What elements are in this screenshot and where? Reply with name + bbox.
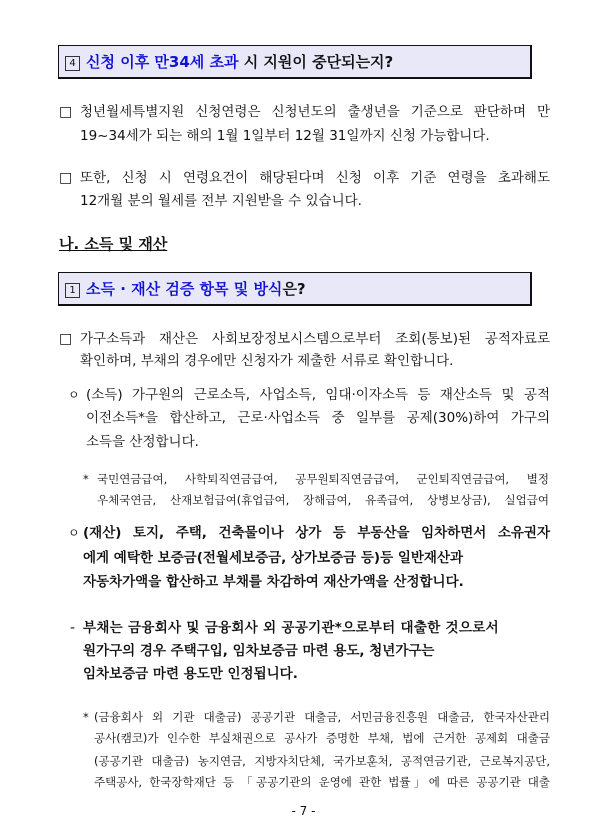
- note-asterisk: *: [83, 710, 89, 724]
- note-line: (금융회사 외 기관 대출금) 공공기관 대출금, 서민금융진흥원 대출금, 한국자산관리: [94, 710, 550, 724]
- paragraph-line: (재산) 토지, 주택, 건축물이나 상가 등 부동산을 임차하면서 소유권자: [83, 525, 550, 541]
- question-title-highlight: 소득 · 재산 검증 항목 및 방식: [86, 280, 283, 298]
- question-box-4: [58, 45, 532, 79]
- note-line: (공공기관 대출금) 농지연금, 지방자치단체, 국가보훈처, 공적연금기관, 근로복지공단,: [94, 754, 550, 768]
- paragraph-line: 원가구의 경우 주택구입, 임차보증금 마련 용도, 청년가구는: [83, 643, 435, 659]
- paragraph-line: 자동차가액을 합산하고 부채를 차감하여 재산가액을 산정합니다.: [83, 574, 464, 590]
- note-line: 우체국연금, 산재보험급여(휴업급여, 장해급여, 유족급여, 상병보상금), 실업급여: [97, 493, 549, 507]
- question-number: 4: [65, 56, 80, 71]
- note-line: 주택공사, 한국장학재단 등 「공공기관의 운영에 관한 법률」에 따른 공공기관 대출: [94, 775, 550, 789]
- square-bullet: □: [59, 170, 73, 186]
- square-bullet: □: [59, 331, 73, 347]
- note-line: 공사(캠코)가 인수한 부실채권으로 공사가 증명한 부채, 법에 근거한 공제회 대출금: [94, 731, 550, 745]
- paragraph-line: 12개월 분의 월세를 전부 지원받을 수 있습니다.: [80, 193, 362, 209]
- paragraph-line: 이전소득*을 합산하고, 근로·사업소득 중 일부를 공제(30%)하여 가구의: [86, 410, 550, 426]
- paragraph-line: 임차보증금 마련 용도만 인정됩니다.: [83, 666, 298, 682]
- paragraph-line: (소득) 가구원의 근로소득, 사업소득, 임대·이자소득 등 재산소득 및 공적: [86, 387, 550, 403]
- circle-bullet: ㅇ: [68, 526, 80, 540]
- square-bullet: □: [59, 104, 73, 120]
- note-line: 국민연금급여, 사학퇴직연금급여, 공무원퇴직연금급여, 군인퇴직연금급여, 별정: [97, 472, 549, 486]
- note-asterisk: *: [83, 472, 89, 486]
- question-number: 1: [65, 283, 80, 298]
- paragraph-line: 에게 예탁한 보증금(전월세보증금, 상가보증금 등)등 일반재산과: [83, 550, 464, 566]
- paragraph-line: 부채는 금융회사 및 금융회사 외 공공기관*으로부터 대출한 것으로서: [83, 620, 499, 636]
- dash-bullet: -: [70, 620, 76, 636]
- question-title: 시 지원이 중단되는지?: [238, 53, 394, 71]
- circle-bullet: ㅇ: [68, 388, 80, 402]
- paragraph-line: 확인하며, 부채의 경우에만 신청자가 제출한 서류로 확인합니다.: [80, 353, 454, 369]
- page-number: - 7 -: [291, 804, 316, 818]
- question-title-highlight: 신청 이후 만34세 초과: [86, 53, 239, 71]
- paragraph-line: 가구소득과 재산은 사회보장정보시스템으로부터 조회(통보)된 공적자료로: [80, 331, 550, 347]
- question-box-1: [58, 272, 532, 306]
- paragraph-line: 19~34세가 되는 해의 1월 1일부터 12월 31일까지 신청 가능합니다.: [80, 128, 490, 144]
- paragraph-line: 소득을 산정합니다.: [86, 434, 199, 450]
- paragraph-line: 또한, 신청 시 연령요건이 해당된다며 신청 이후 기준 연령을 초과해도: [80, 170, 550, 186]
- question-title: 은?: [282, 280, 306, 298]
- section-heading: 나. 소득 및 재산: [59, 235, 168, 253]
- paragraph-line: 청년월세특별지원 신청연령은 신청년도의 출생년을 기준으로 판단하며 만: [80, 104, 550, 120]
